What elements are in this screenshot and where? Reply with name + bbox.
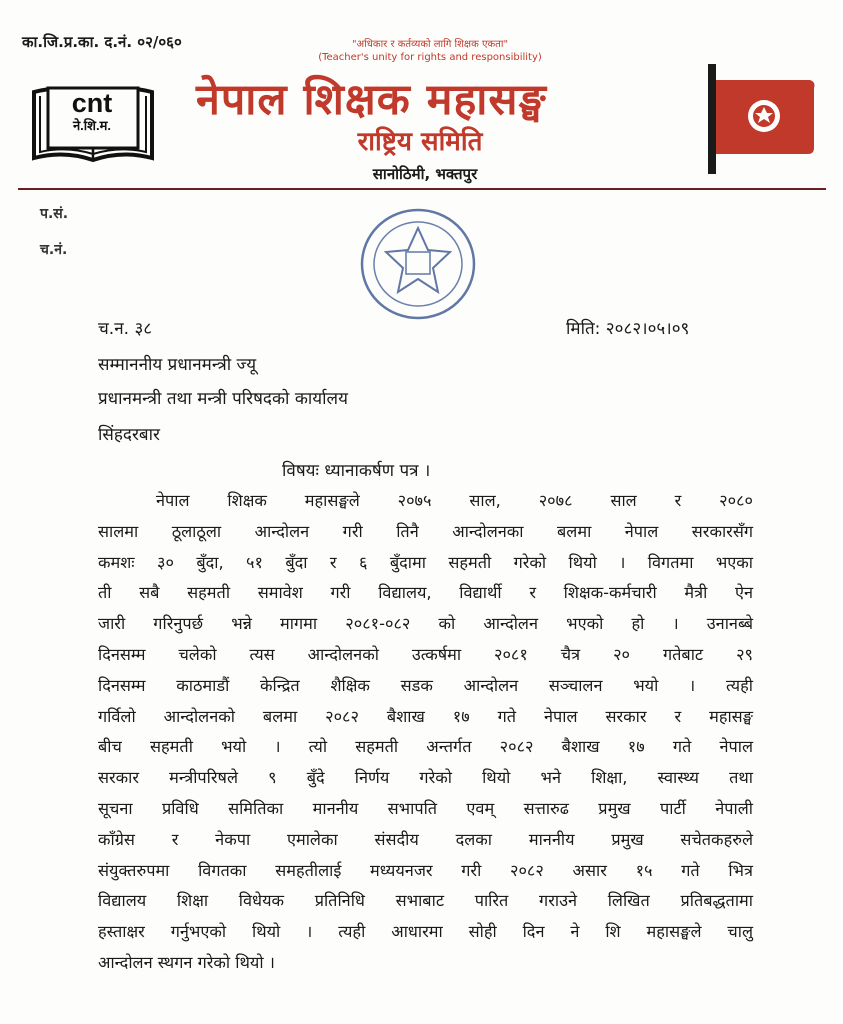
flag-icon <box>706 62 816 176</box>
organization-name: नेपाल शिक्षक महासङ्घ <box>196 75 547 125</box>
dispatch-number: च.न. ३८ <box>98 319 153 339</box>
body-line: हस्ताक्षर गर्नुभएको थियो । त्यही आधारमा सोही दिन ने शि महासङ्घले चालु <box>98 922 753 942</box>
body-line: सरकार मन्त्रीपरिषले ९ बुँदे निर्णय गरेको थियो भने शिक्षा, स्वास्थ्य तथा <box>98 768 753 788</box>
body-line: दिनसम्म काठमाडौं केन्द्रित शैक्षिक सडक आन्दोलन सञ्चालन भयो । त्यही <box>98 675 753 695</box>
body-line: संयुक्तरुपमा विगतका समहतीलाई मध्ययनजर गरी २०८२ असार १५ गते भित्र <box>98 860 753 880</box>
body-line: गर्विलो आन्दोलनको बलमा २०८२ बैशाख १७ गते नेपाल सरकार र महासङ्घ <box>98 706 753 726</box>
recipient-office: प्रधानमन्त्री तथा मन्त्री परिषदको कार्यालय <box>98 389 348 409</box>
body-line: विद्यालय शिक्षा विधेयक प्रतिनिधि सभाबाट पारित गराउने लिखित प्रतिबद्धतामा <box>98 891 753 911</box>
seal-icon <box>358 206 478 322</box>
reference-number-label: प.सं. <box>40 206 69 222</box>
organization-address: सानोठिमी, भक्तपुर <box>372 165 478 183</box>
header-divider <box>18 188 826 190</box>
recipient-location: सिंहदरबार <box>98 425 160 445</box>
body-line: सूचना प्रविधि समितिका माननीय सभापति एवम् सत्तारुढ प्रमुख पार्टी नेपाली <box>98 798 753 818</box>
body-line: जारी गरिनुपर्छ भन्ने मागमा २०८१-०८२ को आन्दोलन भएको हो । उनानब्बे <box>98 614 753 634</box>
dispatch-number-label: च.नं. <box>40 242 68 258</box>
body-line: ती सबै सहमती समावेश गरी विद्यालय, विद्यार्थी र शिक्षक-कर्मचारी मैत्री ऐन <box>98 583 753 603</box>
recipient-title: सम्माननीय प्रधानमन्त्री ज्यू <box>98 355 257 375</box>
letter-date: मिति: २०८२।०५।०९ <box>566 319 690 339</box>
registration-number: का.जि.प्र.का. द.नं. ०२/०६० <box>22 33 182 51</box>
slogan-nepali: "अधिकार र कर्तव्यको लागि शिक्षक एकता" <box>351 39 509 50</box>
logo-abbreviation: ने.शि.म. <box>72 118 112 133</box>
body-line: दिनसम्म चलेको त्यस आन्दोलनको उत्कर्षमा २०८१ चैत्र २० गतेबाट २९ <box>98 644 753 664</box>
body-line: नेपाल शिक्षक महासङ्घले २०७५ साल, २०७८ साल र २०८० <box>156 491 753 510</box>
logo-cnt-text: cnt <box>71 88 113 118</box>
logo-label <box>48 88 136 146</box>
body-line: काँग्रेस र नेकपा एमालेका संसदीय दलका माननीय प्रमुख सचेतकहरुले <box>98 829 753 849</box>
committee-name: राष्ट्रिय समिति <box>357 127 483 157</box>
letter-subject: विषयः ध्यानाकर्षण पत्र । <box>282 461 431 481</box>
body-line: आन्दोलन स्थगन गरेको थियो । <box>98 952 275 972</box>
letter-body <box>98 486 753 979</box>
body-line: कमशः ३० बुँदा, ५१ बुँदा र ६ बुँदामा सहमती गरेको थियो । विगतमा भएका <box>98 552 753 572</box>
body-line: सालमा ठूलाठूला आन्दोलन गरी तिनै आन्दोलनका बलमा नेपाल सरकारसँग <box>98 521 753 541</box>
body-line: बीच सहमती भयो । त्यो सहमती अन्तर्गत २०८२ बैशाख १७ गते नेपाल <box>98 737 753 757</box>
slogan-english: (Teacher's unity for rights and responsibility) <box>318 52 542 63</box>
